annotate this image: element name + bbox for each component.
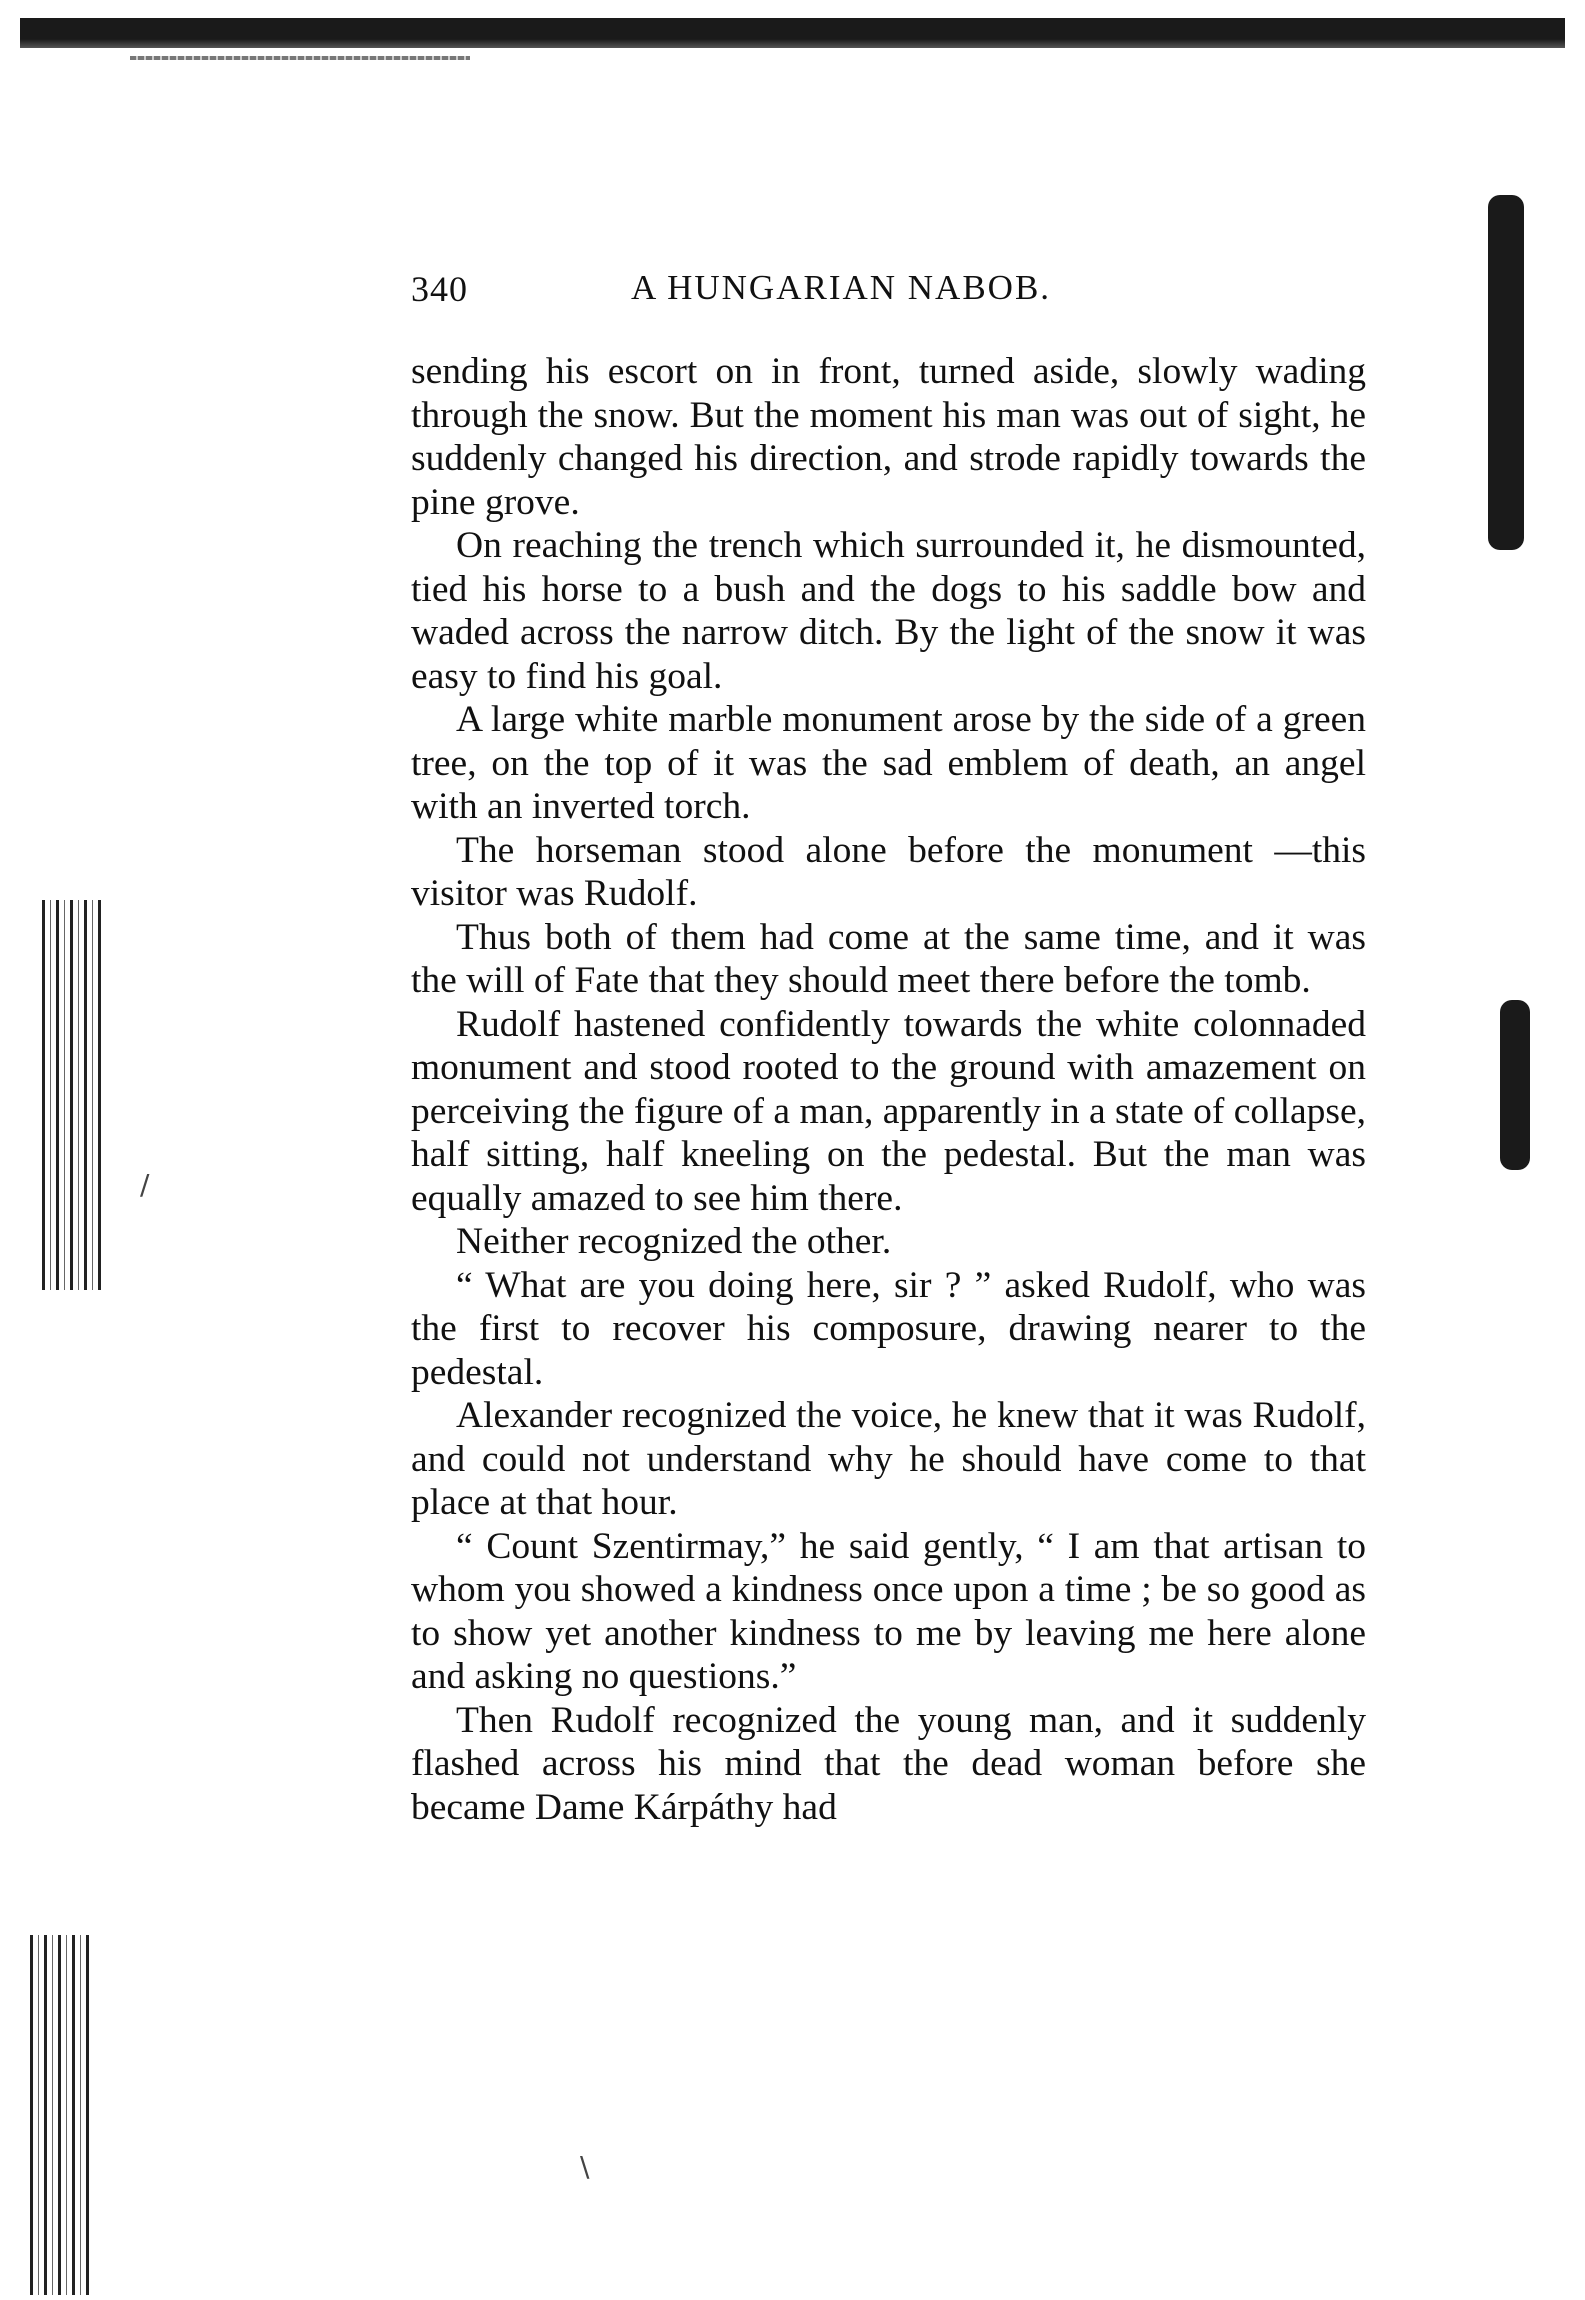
- paragraph: “ What are you doing here, sir ? ” asked Rudolf, who was the first to recover his composure, drawing nearer to the pedestal.: [411, 1264, 1366, 1393]
- scan-edge-line: [130, 56, 470, 60]
- paragraph: Alexander recognized the voice, he knew that it was Rudolf, and could not understand why he should have come to that place at that hour.: [411, 1395, 1366, 1523]
- scan-binding-lines: [30, 1935, 90, 2295]
- paragraph: The horseman stood alone before the monument —this visitor was Rudolf.: [411, 829, 1366, 914]
- paragraph: A large white marble monument arose by the side of a green tree, on the top of it was the sad emblem of death, an angel with an inverted torch.: [411, 699, 1366, 827]
- scan-edge-bar: [20, 18, 1565, 48]
- scan-margin-mark: [1500, 1000, 1530, 1170]
- scan-speck: \: [580, 2150, 590, 2183]
- scan-binding-lines: [42, 900, 102, 1290]
- scan-speck: /: [140, 1168, 150, 1201]
- paragraph: Neither recognized the other.: [456, 1221, 892, 1262]
- paragraph: On reaching the trench which surrounded it, he dismounted, tied his horse to a bush and the dogs to his saddle bow and waded across the narrow ditch. By the light of the snow it was easy to find his goal.: [411, 525, 1366, 697]
- page-header: [411, 268, 1421, 318]
- paragraph: Thus both of them had come at the same time, and it was the will of Fate that they should meet there before the tomb.: [411, 916, 1366, 1001]
- running-title: A HUNGARIAN NABOB.: [631, 268, 1052, 307]
- page-body: [411, 350, 1366, 1829]
- paragraph: “ Count Szentirmay,” he said gently, “ I am that artisan to whom you showed a kindness once upon a time ; be so good as to show yet another kindness to me by leaving me here alone and asking no questions.”: [411, 1525, 1366, 1697]
- paragraph: sending his escort on in front, turned aside, slowly wading through the snow. But the moment his man was out of sight, he suddenly changed his direction, and strode rapidly towards the pine grove.: [411, 351, 1366, 523]
- paragraph: Rudolf hastened confidently towards the white colonnaded monument and stood rooted to the ground with amazement on perceiving the figure of a man, apparently in a state of collapse, half sitting, half kneeling on the pedestal. But the man was equally amazed to see him there.: [411, 1003, 1366, 1219]
- paragraph: Then Rudolf recognized the young man, and it suddenly flashed across his mind that the dead woman before she became Dame Kárpáthy had: [411, 1699, 1366, 1828]
- page-number: 340: [411, 269, 468, 309]
- scan-margin-mark: [1488, 195, 1524, 550]
